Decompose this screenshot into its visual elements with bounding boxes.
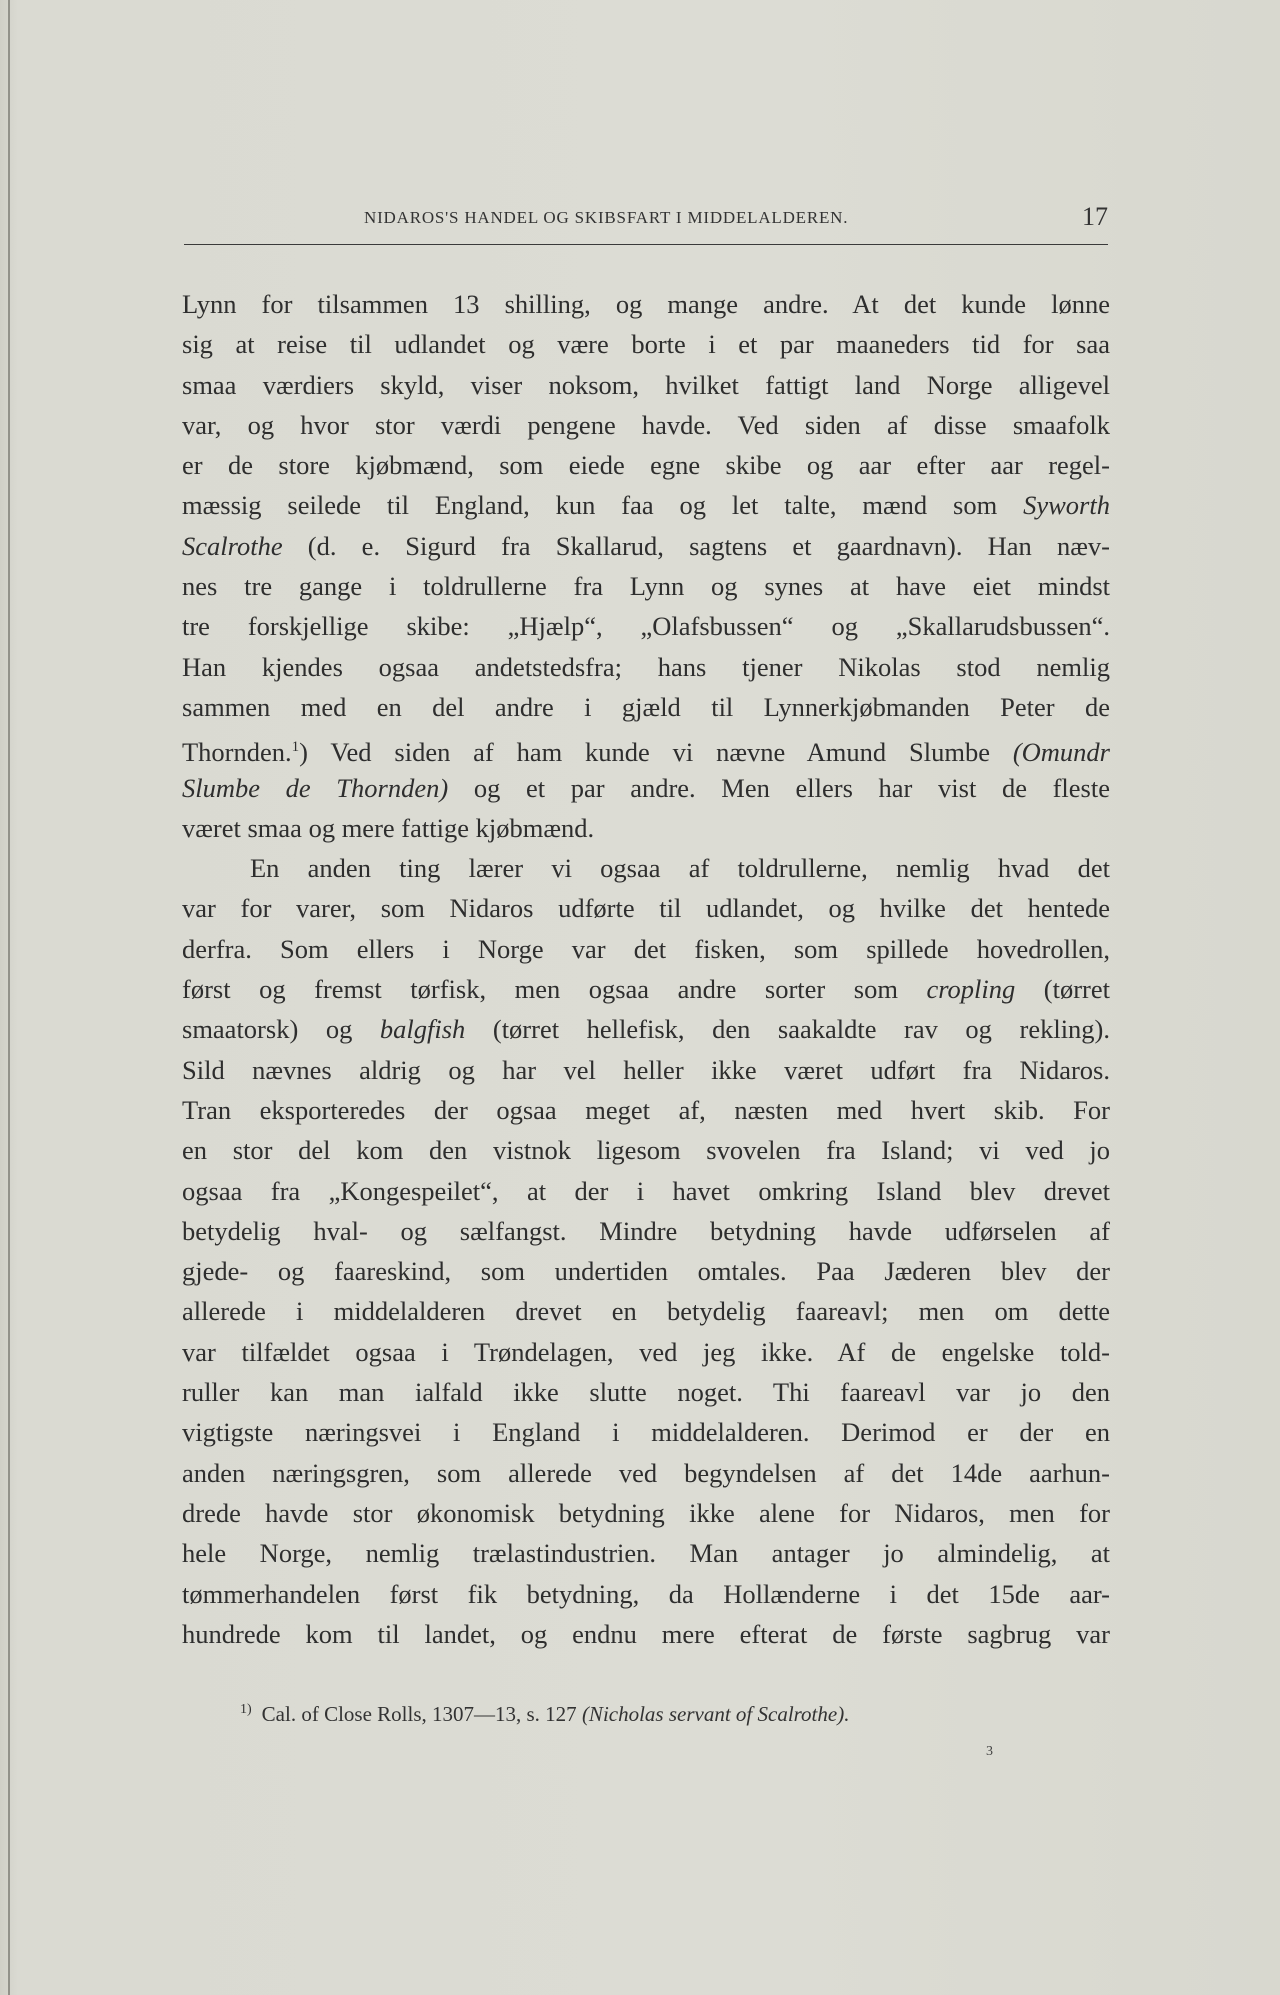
text-segment: og et par andre. Men ellers har vist de fleste: [448, 772, 1110, 803]
signature-mark: 3: [986, 1744, 993, 1759]
italic-name: Scalrothe: [182, 530, 283, 561]
text-line: var, og hvor stor værdi pengene havde. Ved siden af disse smaafolk: [182, 409, 1110, 440]
body-text: [182, 284, 1110, 1654]
text-line: en stor del kom den vistnok ligesom svovelen fra Island; vi ved jo: [182, 1135, 1110, 1166]
text-line: hele Norge, nemlig trælastindustrien. Man antager jo almindelig, at: [182, 1538, 1110, 1569]
text-line: smaa værdiers skyld, viser noksom, hvilket fattigt land Norge alligevel: [182, 369, 1110, 400]
text-line: gjede- og faareskind, som undertiden omtales. Paa Jæderen blev der: [182, 1256, 1110, 1287]
text-segment: (d. e. Sigurd fra Skallarud, sagtens et gaardnavn). Han næv-: [282, 530, 1110, 561]
text-line: var for varer, som Nidaros udførte til udlandet, og hvilke det hentede: [182, 893, 1110, 924]
text-line: [182, 969, 1110, 1009]
text-line: sig at reise til udlandet og være borte i et par maaneders tid for saa: [182, 329, 1110, 360]
text-line: En anden ting lærer vi ogsaa af toldrullerne, nemlig hvad det: [250, 853, 1110, 884]
text-line: [182, 485, 1110, 525]
text-segment: smaatorsk) og: [182, 1014, 380, 1045]
text-segment: mæssig seilede til England, kun faa og let talte, mænd som: [182, 490, 1024, 521]
text-line: betydelig hval- og sælfangst. Mindre betydning havde udførselen af: [182, 1215, 1110, 1246]
italic-term: balgfish: [379, 1014, 466, 1045]
italic-term: cropling: [926, 974, 1016, 1005]
italic-name: Syworth: [1023, 490, 1110, 521]
text-line: nes tre gange i toldrullerne fra Lynn og synes at have eiet mindst: [182, 571, 1110, 602]
text-line: tømmerhandelen først fik betydning, da Hollænderne i det 15de aar-: [182, 1578, 1110, 1609]
text-line: Sild nævnes aldrig og har vel heller ikke været udført fra Nidaros.: [182, 1054, 1110, 1085]
text-line: tre forskjellige skibe: „Hjælp“, „Olafsbussen“ og „Skallarudsbussen“.: [182, 611, 1110, 642]
text-line: Lynn for tilsammen 13 shilling, og mange andre. At det kunde lønne: [182, 289, 1110, 319]
text-line: hundrede kom til landet, og endnu mere efterat de første sagbrug var: [182, 1618, 1110, 1649]
italic-name: (Omundr: [1012, 737, 1110, 768]
page-number: 17: [1082, 202, 1108, 231]
running-head: NIDAROS'S HANDEL OG SKIBSFART I MIDDELALDEREN.: [364, 208, 849, 227]
text-line: Tran eksporteredes der ogsaa meget af, næsten med hvert skib. For: [182, 1094, 1110, 1125]
footnote-italic: (Nicholas servant of Scalrothe).: [581, 1702, 850, 1726]
footnote: [240, 1702, 1100, 1727]
text-line: sammen med en del andre i gjæld til Lynnerkjøbmanden Peter de: [182, 691, 1110, 722]
footnote-text: Cal. of Close Rolls, 1307—13, s. 127: [261, 1702, 582, 1726]
footnote-mark: 1): [240, 1702, 252, 1717]
text-line: allerede i middelalderen drevet en betydelig faareavl; men om dette: [182, 1296, 1110, 1327]
text-segment: først og fremst tørfisk, men ogsaa andre sorter som: [182, 974, 927, 1005]
text-line: ruller kan man ialfald ikke slutte noget. Thi faareavl var jo den: [182, 1377, 1110, 1408]
text-segment: ) Ved siden af ham kunde vi nævne Amund Slumbe: [299, 737, 1013, 768]
text-line: vigtigste næringsvei i England i middelalderen. Derimod er der en: [182, 1417, 1110, 1448]
italic-name: Slumbe de Thornden): [182, 772, 449, 803]
text-line: var tilfældet ogsaa i Trøndelagen, ved jeg ikke. Af de engelske told-: [182, 1336, 1110, 1367]
text-line: [182, 526, 1110, 566]
text-line: [182, 768, 1110, 808]
text-line: [182, 1009, 1110, 1049]
text-line: drede havde stor økonomisk betydning ikke alene for Nidaros, men for: [182, 1497, 1110, 1528]
text-line: været smaa og mere fattige kjøbmænd.: [182, 812, 595, 843]
text-line: er de store kjøbmænd, som eiede egne skibe og aar efter aar regel-: [182, 450, 1110, 481]
text-line: ogsaa fra „Kongespeilet“, at der i havet omkring Island blev drevet: [182, 1175, 1110, 1206]
text-line: Han kjendes ogsaa andetstedsfra; hans tjener Nikolas stod nemlig: [182, 651, 1110, 682]
footnote-ref: 1: [291, 739, 300, 756]
text-segment: (tørret hellefisk, den saakaldte rav og rekling).: [465, 1014, 1111, 1045]
text-segment: (tørret: [1015, 974, 1110, 1005]
page-header: [184, 200, 1108, 245]
page-edge-line: [8, 0, 10, 1995]
text-line: derfra. Som ellers i Norge var det fisken, som spillede hovedrollen,: [182, 933, 1110, 964]
text-line: [182, 727, 1110, 767]
text-line: anden næringsgren, som allerede ved begyndelsen af det 14de aarhun-: [182, 1457, 1110, 1488]
text-segment: Thornden.: [182, 737, 292, 768]
